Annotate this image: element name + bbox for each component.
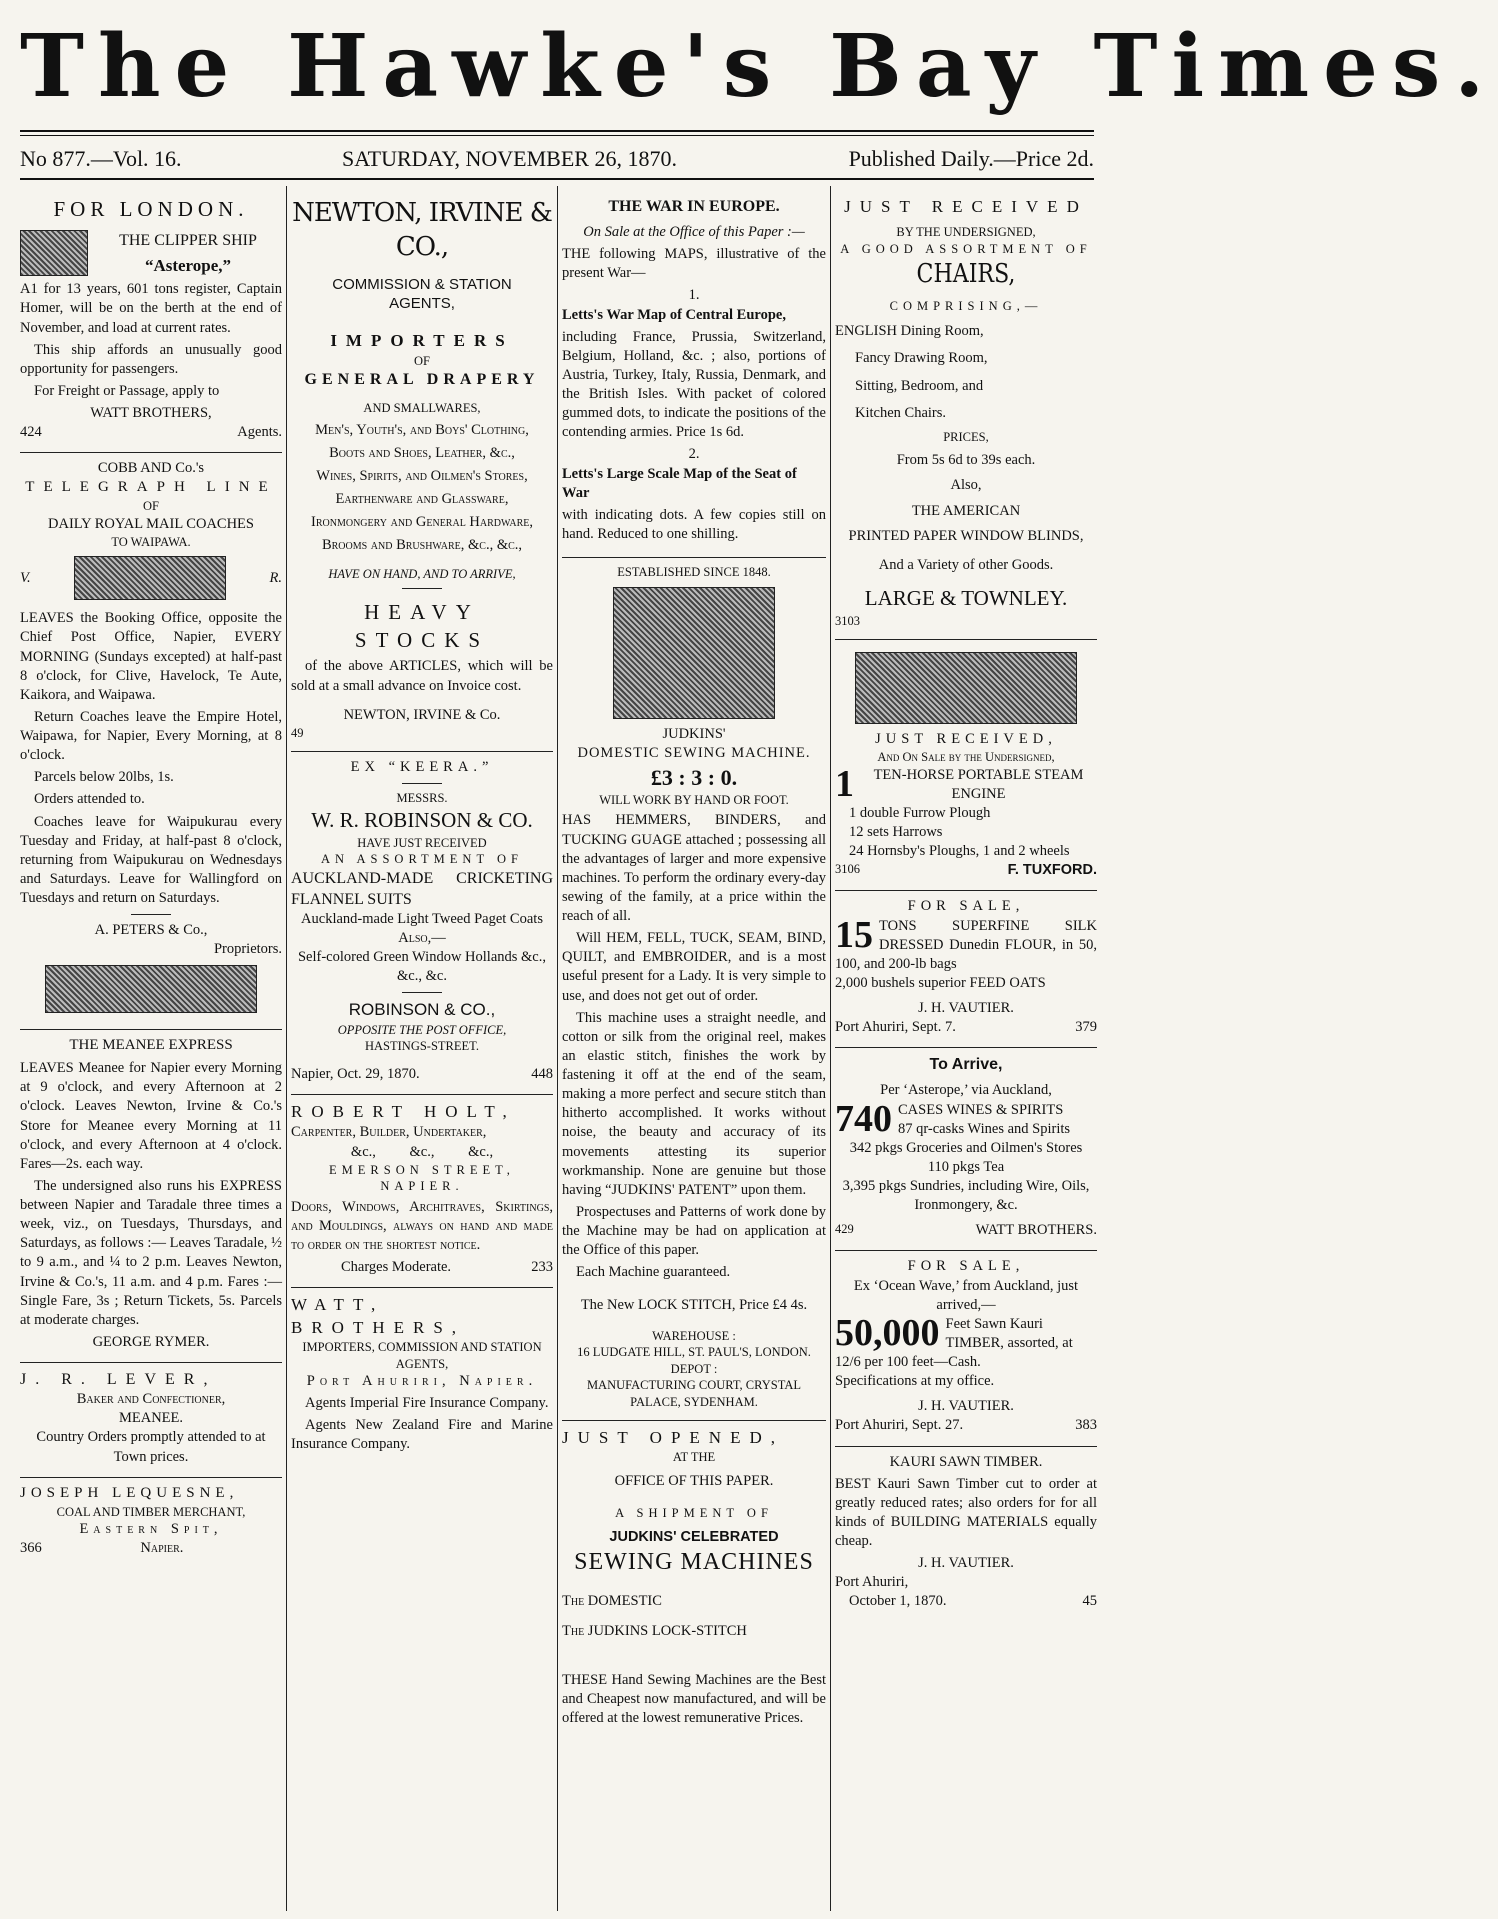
ad-judkins-machine xyxy=(562,558,826,1421)
issue-price: Published Daily.—Price 2d. xyxy=(848,146,1094,171)
ad-body: Prospectuses and Patterns of work done by the Machine may be had on application at the Office of this paper. xyxy=(562,1203,826,1259)
ad-signature: WATT BROTHERS, xyxy=(90,405,212,422)
ad-heading: J. R. LEVER, xyxy=(20,1371,217,1389)
ad-lequesne xyxy=(20,1478,282,1569)
ad-line: From 5s 6d to 39s each. xyxy=(896,452,1036,469)
masthead-rule xyxy=(20,130,1094,132)
ad-line: AT THE xyxy=(672,1450,716,1465)
ad-line: Also,— xyxy=(398,930,446,947)
ad-line: HASTINGS-STREET. xyxy=(364,1039,479,1054)
ad-line: MANUFACTURING COURT, CRYSTAL PALACE, SYDENHAM. xyxy=(586,1378,802,1409)
ad-date: Napier, Oct. 29, 1870. xyxy=(291,1065,420,1082)
ad-line: Napier. xyxy=(140,1540,184,1557)
ad-body: THE following MAPS, illustrative of the present War— xyxy=(562,246,826,282)
steam-engine-illustration xyxy=(855,652,1077,724)
ad-signature: J. H. VAUTIER. xyxy=(918,1398,1014,1415)
ad-signature: NEWTON, IRVINE & Co. xyxy=(343,706,501,723)
ad-for-sale-flour xyxy=(835,891,1097,1048)
ad-line: IMPORTERS, COMMISSION AND STATION AGENTS, xyxy=(302,1340,542,1371)
ad-line: OFFICE OF THIS PAPER. xyxy=(614,1472,774,1489)
ad-line: TEN-HORSE PORTABLE STEAM ENGINE xyxy=(873,766,1084,802)
ad-date: October 1, 1870. xyxy=(849,1593,947,1610)
ad-meanee-express xyxy=(20,1030,282,1363)
ad-line: ENGLISH Dining Room, xyxy=(835,323,984,340)
ad-body: LEAVES Meanee for Napier every Morning at 9 o'clock, and every Afternoon at 2 o'clock. Leaves Newton, Irvine & Co.'s Store for Meanee every Morning at 11 o'clock, and every Afternoon at 4 o'clock. Fares—2s. each way. xyxy=(20,1060,282,1172)
ad-line: And a Variety of other Goods. xyxy=(878,556,1054,573)
ad-line: Eastern Spit, xyxy=(79,1521,223,1538)
masthead xyxy=(20,12,1498,122)
column-divider xyxy=(830,186,831,1911)
ad-number-large: 740 xyxy=(835,1097,892,1140)
ad-signature: J. H. VAUTIER. xyxy=(918,1555,1014,1572)
ad-line: The New LOCK STITCH, Price £4 4s. xyxy=(580,1297,808,1314)
ad-line: Per ‘Asterope,’ via Auckland, xyxy=(880,1082,1052,1099)
ad-line: The JUDKINS LOCK-STITCH xyxy=(562,1622,747,1639)
ad-cobb-coaches xyxy=(20,453,282,1030)
ad-line: Brooms and Brushware, &c., &c., xyxy=(321,537,523,554)
ad-line: DAILY ROYAL MAIL COACHES xyxy=(48,515,254,532)
ad-line: HAVE ON HAND, AND TO ARRIVE, xyxy=(328,566,516,581)
ad-line: COMPRISING,— xyxy=(889,298,1043,313)
ad-line: PRICES, xyxy=(943,429,989,444)
ad-just-opened xyxy=(562,1421,826,1741)
ad-signature: Agents. xyxy=(237,424,282,441)
ad-heading: THE MEANEE EXPRESS xyxy=(69,1037,233,1054)
ad-line: MEANEE. xyxy=(118,1410,184,1427)
ad-heading: THE WAR IN EUROPE. xyxy=(608,198,780,215)
ad-line: GENERAL DRAPERY xyxy=(304,371,540,389)
ad-body: Agents New Zealand Fire and Marine Insurance Company. xyxy=(291,1417,553,1453)
ad-line: 24 Hornsby's Ploughs, 1 and 2 wheels xyxy=(849,843,1070,860)
ad-line: &c., &c., &c., xyxy=(350,1143,494,1160)
ad-number: 3103 xyxy=(835,613,860,628)
ad-line: W. R. ROBINSON & CO. xyxy=(311,807,533,832)
ad-heading: To Arrive, xyxy=(929,1056,1003,1074)
column-divider xyxy=(286,186,287,1911)
ad-signature: Proprietors. xyxy=(213,941,282,958)
ad-kauri-timber xyxy=(835,1447,1097,1622)
ad-number: 45 xyxy=(1082,1593,1097,1610)
ad-body: A1 for 13 years, 601 tons register, Captain Homer, will be on the berth at the end of November, and load at current rates. xyxy=(20,281,282,336)
ad-to-arrive xyxy=(835,1048,1097,1251)
ad-heading: FOR LONDON. xyxy=(53,197,249,221)
ad-line: AN ASSORTMENT OF xyxy=(321,852,523,867)
ad-body: Return Coaches leave the Empire Hotel, Waipawa, for Napier, Every Morning, at 8 o'clock. xyxy=(20,708,282,764)
ad-body: Agents Imperial Fire Insurance Company. xyxy=(305,1395,549,1412)
ad-line: Self-colored Green Window Hollands &c., &c., &c. xyxy=(297,949,546,985)
ad-body: For Freight or Passage, apply to xyxy=(34,382,220,399)
ad-body: Each Machine guaranteed. xyxy=(576,1264,731,1281)
column-4 xyxy=(835,190,1097,1911)
issue-number: No 877.—Vol. 16. xyxy=(20,146,182,171)
ad-number: 233 xyxy=(531,1259,553,1276)
ad-body: THESE Hand Sewing Machines are the Best and Cheapest now manufactured, and will be offered at the lowest remunerative Prices. xyxy=(562,1671,826,1726)
ad-line: 342 pkgs Groceries and Oilmen's Stores xyxy=(849,1139,1083,1156)
ad-line: Auckland-made Light Tweed Paget Coats xyxy=(301,910,543,927)
ad-line: TONS SUPERFINE SILK DRESSED Dunedin FLOUR, in 50, 100, and 200-lb bags xyxy=(835,917,1097,972)
ad-line: 1. xyxy=(688,287,700,304)
ad-signature: WATT BROTHERS. xyxy=(975,1222,1097,1239)
ad-line: TO WAIPAWA. xyxy=(111,534,191,549)
ad-number: 379 xyxy=(1075,1019,1097,1036)
ad-body: Coaches leave for Waipukurau every Tuesday and Friday, at half-past 8 o'clock, returning from Waipukurau on Wednesdays and Saturdays. Leave for Wallingford on Tuesdays and return on Saturdays. xyxy=(20,813,282,907)
ad-line: Ironmongery and General Hardware, xyxy=(311,514,533,531)
ad-heading: TELEGRAPH LINE xyxy=(25,479,277,496)
ad-line: The DOMESTIC xyxy=(562,1593,662,1610)
ad-tuxford xyxy=(835,640,1097,891)
ad-body: This ship affords an unusually good opportunity for passengers. xyxy=(20,341,282,377)
ad-body: BEST Kauri Sawn Timber cut to order at greatly reduced rates; also orders for for all kinds of BUILDING MATERIALS equally cheap. xyxy=(835,1475,1097,1550)
ad-line: Baker and Confectioner, xyxy=(76,1391,226,1408)
ad-line: BY THE UNDERSIGNED, xyxy=(896,225,1036,240)
ad-line: AND SMALLWARES, xyxy=(363,401,481,416)
sewing-machine-illustration xyxy=(613,587,775,719)
ad-line: PRINTED PAPER WINDOW BLINDS, xyxy=(848,527,1084,544)
ad-line: Ex ‘Ocean Wave,’ from Auckland, just arrived,— xyxy=(853,1277,1079,1313)
ad-line: HAVE JUST RECEIVED xyxy=(357,835,487,850)
ad-line: WILL WORK BY HAND OR FOOT. xyxy=(599,792,789,807)
ad-date: Port Ahuriri, xyxy=(835,1574,909,1591)
ad-body: with indicating dots. A few copies still on hand. Reduced to one shilling. xyxy=(562,506,826,542)
ad-body: including France, Prussia, Switzerland, Belgium, Holland, &c. ; also, portions of Austria, Turkey, Italy, Russia, Denmark, and the British Isles. With packet of colored gummed dots, to indicate the positions of the contending armies. Price 1s 6d. xyxy=(562,328,826,441)
ad-line: OF xyxy=(414,353,430,368)
ad-line: COMMISSION & STATION xyxy=(332,275,512,293)
ad-robert-holt xyxy=(291,1095,553,1288)
ad-chairs xyxy=(835,190,1097,640)
ad-line: Men's, Youth's, and Boys' Clothing, xyxy=(315,421,529,438)
ad-for-london xyxy=(20,190,282,453)
ad-line: Sitting, Bedroom, and xyxy=(855,377,984,394)
ad-line: Feet Sawn Kauri TIMBER, assorted, at 12/6 per 100 feet—Cash. xyxy=(835,1315,1073,1371)
ad-body: This machine uses a straight needle, and cotton or silk from the original reel, makes an elastic stitch, finishes the work by fastening it off at the end of the seam, making a more perfect and secure stitch than hitherto accomplished. It works without noise, the beauty and accuracy of its movements attesting its superior workmanship. None are genuine but those having “JUDKINS' PATENT” upon them. xyxy=(562,1009,826,1198)
ad-number: 366 xyxy=(20,1540,42,1557)
map-title: Letts's Large Scale Map of the Seat of War xyxy=(562,465,797,501)
ad-lever xyxy=(20,1363,282,1478)
ad-heading: COBB AND Co.'s xyxy=(97,460,205,477)
ad-body: Doors, Windows, Architraves, Skirtings, and Mouldings, always on hand and made to order on the shortest notice. xyxy=(291,1198,553,1253)
ad-number: 448 xyxy=(531,1065,553,1082)
coach-illustration xyxy=(74,556,226,600)
ad-number: 3106 xyxy=(835,862,860,877)
column-2 xyxy=(291,190,553,1911)
coach-illustration xyxy=(45,965,257,1013)
ad-line: IMPORTERS xyxy=(330,331,514,351)
ad-heading: FOR SALE, xyxy=(907,1258,1025,1275)
ad-war-in-europe xyxy=(562,190,826,558)
ad-line: R. xyxy=(269,569,282,586)
ad-body: Parcels below 20lbs, 1s. xyxy=(34,769,174,786)
ad-body: HAS HEMMERS, BINDERS, and TUCKING GUAGE attached ; possessing all the advantages of larger and more expensive machines. To perform the ordinary every-day sewing of the family, at a price within the reach of all. xyxy=(562,812,826,925)
ad-heading: WATT, BROTHERS, xyxy=(291,1295,466,1337)
ad-line: MESSRS. xyxy=(396,791,448,806)
column-divider xyxy=(557,186,558,1911)
ad-heading: FOR SALE, xyxy=(907,898,1025,915)
ad-line: AGENTS, xyxy=(389,295,455,313)
ad-line: And On Sale by the Undersigned, xyxy=(877,750,1055,765)
dateline-rule xyxy=(20,178,1094,180)
ad-line: CHAIRS, xyxy=(916,259,1016,290)
ad-line: 16 LUDGATE HILL, ST. PAUL'S, LONDON. xyxy=(577,1345,811,1360)
ad-number-large: 1 xyxy=(835,762,854,805)
column-1 xyxy=(20,190,282,1911)
ad-line: Wines, Spirits, and Oilmen's Stores, xyxy=(316,468,528,485)
ship-name: “Asterope,” xyxy=(144,255,232,275)
ad-ex-keera xyxy=(291,752,553,1095)
ad-date: Port Ahuriri, Sept. 7. xyxy=(835,1019,956,1036)
issue-date: SATURDAY, NOVEMBER 26, 1870. xyxy=(342,146,677,171)
ad-heading: KAURI SAWN TIMBER. xyxy=(889,1453,1043,1470)
ad-signature: GEORGE RYMER. xyxy=(92,1333,210,1350)
ad-line: Boots and Shoes, Leather, &c., xyxy=(329,444,515,461)
ad-heading: JOSEPH LEQUESNE, xyxy=(20,1484,239,1501)
ad-heading: JUST RECEIVED xyxy=(844,197,1088,216)
ad-line: Earthenware and Glassware, xyxy=(335,491,509,508)
ad-newton-irvine xyxy=(291,190,553,752)
ad-line: Kitchen Chairs. xyxy=(855,404,947,421)
ad-line: 12 sets Harrows xyxy=(849,824,943,841)
ad-line: A GOOD ASSORTMENT OF xyxy=(840,241,1092,256)
ad-line: 3,395 pkgs Sundries, including Wire, Oils, Ironmongery, &c. xyxy=(842,1178,1090,1214)
newspaper-title: The Hawke's Bay Times. xyxy=(20,16,1498,117)
ad-heading: JUST RECEIVED, xyxy=(875,731,1057,748)
column-3 xyxy=(562,190,826,1911)
ad-signature: J. H. VAUTIER. xyxy=(918,1000,1014,1017)
ad-line: COAL AND TIMBER MERCHANT, xyxy=(56,1504,246,1519)
map-title: Letts's War Map of Central Europe, xyxy=(562,306,786,323)
ad-line: Port Ahuriri, Napier. xyxy=(306,1373,538,1390)
ad-heading: JUST OPENED, xyxy=(562,1428,784,1448)
ad-body: The undersigned also runs his EXPRESS between Napier and Taradale three times a week, viz., on Tuesdays, Thursdays, and Saturdays, as follows :— Leaves Taradale, ½ to 9 a.m., and ¼ to 2 p.m. Leaves Newton, Irvine & Co.'s, 11 a.m. and 4 p.m. Fares :—Single Fare, 3s ; Return Tickets, 5s. Parcels at moderate charges. xyxy=(20,1177,282,1328)
ad-heading: NEWTON, IRVINE & CO., xyxy=(292,198,552,263)
ad-line: A SHIPMENT OF xyxy=(615,1506,773,1521)
ad-number-large: 50,000 xyxy=(835,1311,940,1354)
ad-watt-brothers xyxy=(291,1288,553,1467)
ship-illustration xyxy=(20,230,88,276)
ad-line: OPPOSITE THE POST OFFICE, xyxy=(337,1022,507,1037)
ad-line: CASES WINES & SPIRITS xyxy=(898,1101,1064,1118)
ad-signature: F. TUXFORD. xyxy=(1007,862,1097,879)
ad-line: On Sale at the Office of this Paper :— xyxy=(583,224,805,241)
ad-for-sale-timber xyxy=(835,1251,1097,1446)
ad-line: Fancy Drawing Room, xyxy=(855,350,988,367)
ad-line: EMERSON STREET, NAPIER. xyxy=(329,1162,515,1194)
ad-line: WAREHOUSE : xyxy=(652,1328,736,1343)
ad-price: £3 : 3 : 0. xyxy=(650,764,738,790)
ad-line: 2,000 bushels superior FEED OATS xyxy=(835,974,1046,991)
ad-line: Specifications at my office. xyxy=(835,1373,995,1390)
ad-line: OF xyxy=(143,499,159,514)
ad-body: Orders attended to. xyxy=(34,791,145,808)
ad-heading: ROBERT HOLT, xyxy=(291,1101,516,1121)
ad-line: 87 qr-casks Wines and Spirits xyxy=(898,1120,1071,1137)
ad-line: SEWING MACHINES xyxy=(574,1548,814,1575)
ad-line: Charges Moderate. xyxy=(341,1259,452,1276)
ad-line: 1 double Furrow Plough xyxy=(849,804,991,821)
ad-signature: LARGE & TOWNLEY. xyxy=(864,585,1068,610)
ad-line: ESTABLISHED SINCE 1848. xyxy=(617,565,771,580)
ad-line: ROBINSON & CO., xyxy=(348,1000,496,1020)
ad-line: 2. xyxy=(688,446,700,463)
ad-line: THE AMERICAN xyxy=(911,502,1021,519)
ad-body: Will HEM, FELL, TUCK, SEAM, BIND, QUILT, and EMBROIDER, and is a most useful present for a Lady. It is very simple to use, and does not get out of order. xyxy=(562,930,826,1004)
ad-line: HEAVY STOCKS xyxy=(354,600,490,652)
ad-number: 424 xyxy=(20,424,42,441)
ad-line: Carpenter, Builder, Undertaker, xyxy=(291,1124,487,1141)
ad-line: JUDKINS' xyxy=(662,725,726,742)
ad-body: of the above ARTICLES, which will be sold at a small advance on Invoice cost. xyxy=(291,658,553,694)
ad-line: JUDKINS' CELEBRATED xyxy=(609,1528,779,1545)
ad-signature: A. PETERS & Co., xyxy=(94,922,208,939)
ad-heading: EX “KEERA.” xyxy=(350,759,494,776)
ad-line: 110 pkgs Tea xyxy=(927,1158,1005,1175)
ad-number: 49 xyxy=(291,725,304,740)
ad-body: LEAVES the Booking Office, opposite the Chief Post Office, Napier, EVERY MORNING (Sundays excepted) at half-past 8 o'clock, for Clive, Havelock, Te Aute, Kaikora, and Waipawa. xyxy=(20,610,282,703)
dateline xyxy=(20,142,1094,178)
ad-date: Port Ahuriri, Sept. 27. xyxy=(835,1417,964,1434)
ad-line: THE CLIPPER SHIP xyxy=(119,231,257,249)
masthead-rule-thin xyxy=(20,135,1094,136)
ad-number-large: 15 xyxy=(835,913,873,956)
ad-line: DOMESTIC SEWING MACHINE. xyxy=(577,744,811,761)
ad-line: DEPOT : xyxy=(670,1361,718,1376)
ad-line: Country Orders promptly attended to at Town prices. xyxy=(36,1429,266,1465)
ad-line: Also, xyxy=(950,477,982,494)
ad-number: 383 xyxy=(1075,1417,1097,1434)
ad-line: AUCKLAND-MADE CRICKETING FLANNEL SUITS xyxy=(291,869,553,908)
ad-number: 429 xyxy=(835,1222,854,1237)
ad-line: V. xyxy=(20,569,31,586)
